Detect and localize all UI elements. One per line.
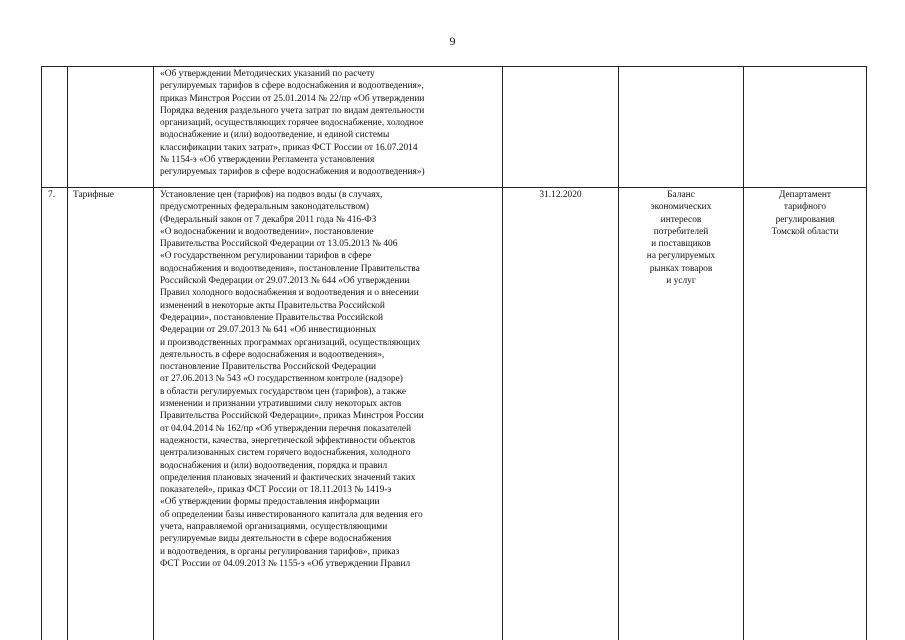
text-line: Департамент [779, 190, 831, 200]
text-line: тарифного [783, 202, 827, 213]
text-line: и производственных программах организаций, осуществляющих [160, 337, 421, 348]
text-line: надежности, качества, энергетической эффективности объектов [160, 435, 415, 446]
text-line: регулируемых тарифов в сфере водоснабжения и водоотведения») [160, 167, 425, 178]
text-line: об определении базы инвестированного капитала для ведения его [160, 509, 423, 520]
text-line: водоснабжение и (или) водоотведение, и единой системы [160, 130, 390, 141]
text-line: Правительства Российской Федерации от 13.05.2013 № 406 [160, 239, 398, 250]
text-line: приказ Минстроя России от 25.01.2014 № 22/пр «Об утверждении [160, 93, 425, 104]
text-line: Российской Федерации от 29.07.2013 № 644 «Об утверждении [160, 276, 410, 287]
text-line: интересов [660, 214, 702, 225]
text-line: Федерации», постановление Правительства Российской [160, 312, 384, 323]
text-line: Правительства Российской Федерации», приказ Минстроя России [160, 411, 424, 422]
text-line: (Федеральный закон от 7 декабря 2011 года № 416-ФЗ [160, 214, 377, 225]
column-divider [153, 66, 154, 640]
text-line: в области регулируемых государством цен (тарифов), а также [160, 386, 407, 397]
text-line: водоснабжения и (или) водоотведения, порядка и правил [160, 460, 388, 471]
goal-cell [619, 189, 743, 287]
text-line: «Об утверждении Методических указаний по расчету [160, 69, 375, 79]
text-line: водоснабжения и водоотведения», постановление Правительства [160, 263, 420, 274]
text-line: регулирования [775, 214, 835, 225]
text-line: на регулируемых [646, 251, 716, 262]
text-line: Баланс [667, 190, 695, 200]
text-line: № 1154-э «Об утверждении Регламента установления [160, 155, 375, 166]
text-line: показателей», приказ ФСТ России от 18.11.2013 № 1419-э [160, 485, 392, 496]
text-line: потребителей [653, 226, 709, 237]
text-line: организаций, осуществляющих горячее водоснабжение, холодное [160, 118, 424, 129]
text-line: от 04.04.2014 № 162/пр «Об утверждении перечня показателей [160, 423, 412, 434]
text-line: ФСТ России от 04.09.2013 № 1155-э «Об утверждении Правил [160, 558, 411, 569]
text-line: постановление Правительства Российской Федерации [160, 362, 377, 373]
text-line: Установление цен (тарифов) на подвоз воды (в случаях, [160, 190, 383, 200]
text-line: «Об утверждении формы предоставления информации [160, 497, 380, 508]
column-divider [618, 66, 619, 640]
text-line: регулируемых тарифов в сфере водоснабжения и водоотведения», [160, 81, 424, 92]
text-line: и поставщиков [651, 239, 711, 250]
deadline-cell: 31.12.2020 [539, 190, 582, 200]
measure-description-cell [160, 189, 500, 570]
table-right-border [866, 66, 867, 640]
text-line: регулируемые виды деятельности в сфере водоснабжения [160, 534, 392, 545]
text-line: «О государственном регулировании тарифов в сфере [160, 251, 372, 262]
page-number: 9 [449, 34, 456, 48]
text-line: предусмотренных федеральным законодательством) [160, 202, 369, 213]
column-divider [502, 66, 503, 640]
text-line: рынках товаров [649, 263, 713, 274]
text-line: экономических [650, 202, 712, 213]
text-line: Томской области [771, 226, 839, 237]
table-left-border [41, 66, 42, 640]
continued-description-cell [160, 68, 500, 179]
row-number-cell: 7. [48, 190, 56, 200]
responsible-body-cell [744, 189, 866, 238]
text-line: деятельность в сфере водоснабжения и водоотведения», [160, 349, 385, 360]
text-line: Порядка ведения раздельного учета затрат по видам деятельности [160, 105, 425, 116]
text-line: Правил холодного водоснабжения и водоотведения и о внесении [160, 288, 419, 299]
measure-type-cell: Тарифные [73, 190, 114, 200]
text-line: централизованных систем горячего водоснабжения, холодного [160, 448, 411, 459]
text-line: «О водоснабжении и водоотведении», постановление [160, 226, 374, 237]
text-line: от 27.06.2013 № 543 «О государственном контроле (надзоре) [160, 374, 403, 385]
text-line: классификации таких затрат», приказ ФСТ России от 16.07.2014 [160, 142, 418, 153]
text-line: определения плановых значений и фактических значений таких [160, 472, 416, 483]
text-line: изменении и признании утратившими силу некоторых актов [160, 399, 402, 410]
text-line: изменений в некоторые акты Правительства Российской [160, 300, 385, 311]
column-divider [67, 66, 68, 640]
text-line: учета, направляемой организациями, осуществляющими [160, 522, 388, 533]
text-line: Федерации от 29.07.2013 № 641 «Об инвестиционных [160, 325, 377, 336]
column-divider [743, 66, 744, 640]
text-line: и услуг [666, 276, 696, 287]
text-line: и водоотведения, в органы регулирования тарифов», приказ [160, 546, 400, 557]
